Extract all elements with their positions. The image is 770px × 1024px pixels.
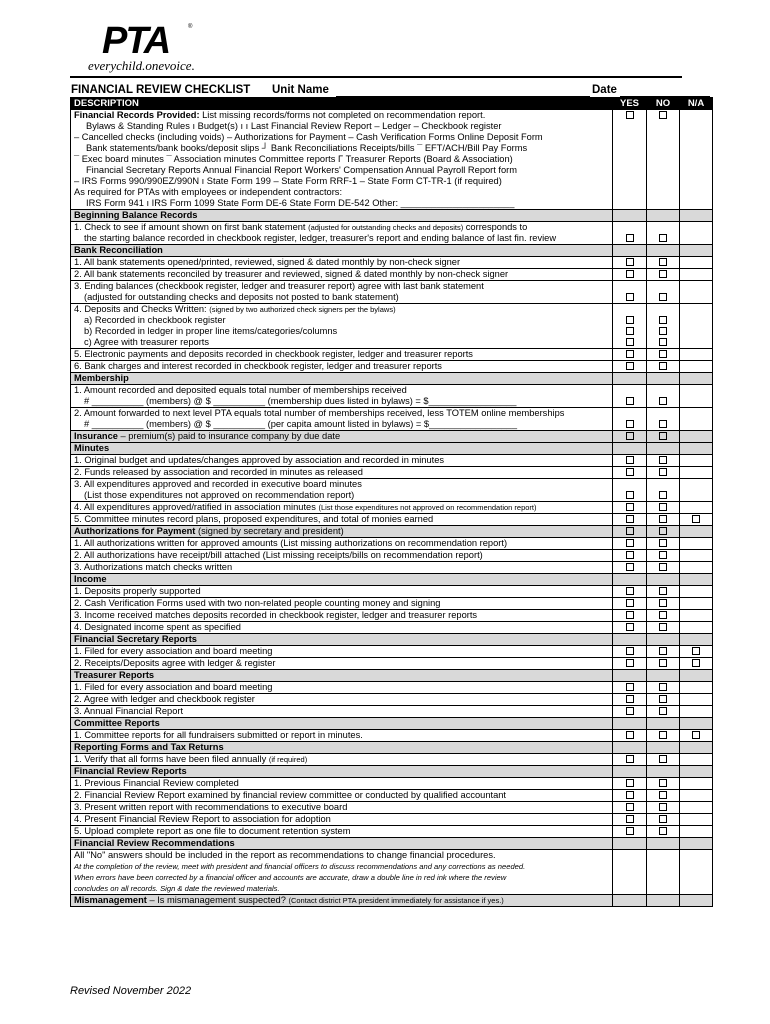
checklist-row [71,550,713,562]
item-text: (adjusted for outstanding checks and deposits not posted to bank statement) [84,292,399,302]
checklist-row [71,802,713,814]
section-heading: Reporting Forms and Tax Returns [71,742,613,754]
item-note: (Contact district PTA president immediately for assistance if yes.) [288,896,504,905]
yes-header: YES [613,98,647,110]
section-heading: Authorizations for Payment [74,526,196,536]
checklist-row [71,455,713,467]
no-checkbox[interactable] [659,350,667,358]
no-checkbox[interactable] [659,563,667,571]
registered-mark: ® [188,24,193,30]
checklist-row [71,646,713,658]
item-text: 1. Deposits properly supported [71,586,613,598]
form-title: FINANCIAL REVIEW CHECKLIST [71,84,251,96]
checklist-row [71,610,713,622]
section-heading: Committee Reports [71,718,613,730]
checklist-row [71,658,713,670]
date-label: Date [592,84,617,96]
no-checkbox[interactable] [659,647,667,655]
checklist-row [71,790,713,802]
item-text: 1. All authorizations written for approved amounts (List missing authorizations on recommendation report) [71,538,613,550]
checklist-row [71,778,713,790]
yes-checkbox[interactable] [626,420,634,428]
item-text: 3. Present written report with recommendations to executive board [71,802,613,814]
item-text: 1. Committee reports for all fundraisers submitted or report in minutes. [71,730,613,742]
yes-checkbox[interactable] [626,587,634,595]
yes-checkbox[interactable] [626,338,634,346]
records-line: ¯ Exec board minutes ¯ Association minutes Committee reports Γ Treasurer Reports (Board & Association) [74,154,513,164]
item-text: 2. All authorizations have receipt/bill attached (List missing receipts/bills on recommendation report) [71,550,613,562]
na-checkbox[interactable] [692,659,700,667]
na-header: N/A [680,98,713,110]
checklist-row [71,281,713,304]
recommendation-text: When errors have been corrected by a financial officer and accounts are accurate, draw a double line in red ink where the review [74,873,507,882]
item-text: 6. Bank charges and interest recorded in checkbook register, ledger and treasurer reports [71,361,613,373]
no-checkbox[interactable] [659,803,667,811]
section-note: – Is mismanagement suspected? [146,895,289,905]
yes-checkbox[interactable] [626,456,634,464]
no-checkbox[interactable] [659,468,667,476]
item-text: 4. Designated income spent as specified [71,622,613,634]
item-text: 1. Amount recorded and deposited equals total number of memberships received [74,385,407,395]
checklist-row [71,622,713,634]
yes-checkbox[interactable] [626,815,634,823]
yes-checkbox[interactable] [626,611,634,619]
no-checkbox[interactable] [659,587,667,595]
item-text: 5. Electronic payments and deposits recorded in checkbook register, ledger and treasurer reports [71,349,613,361]
yes-checkbox[interactable] [626,316,634,324]
checklist-row [71,304,713,349]
yes-checkbox[interactable] [626,683,634,691]
records-line: IRS Form 941 ı IRS Form 1099 State Form DE-6 State Form DE-542 Other: ______________________ [86,198,515,208]
no-checkbox[interactable] [659,527,667,535]
item-text: 2. Funds released by association and recorded in minutes as released [71,467,613,479]
yes-checkbox[interactable] [626,659,634,667]
yes-checkbox[interactable] [626,350,634,358]
no-checkbox[interactable] [659,293,667,301]
na-checkbox[interactable] [692,647,700,655]
section-heading: Insurance [74,431,118,441]
records-line: Bank statements/bank books/deposit slips ┘ Bank Reconciliations Receipts/bills ¯ EFT/ACH/Bill Pay Forms [86,143,528,153]
checklist-row [71,467,713,479]
item-text: 2. Amount forwarded to next level PTA equals total number of memberships received, less TOTEM online memberships [74,408,565,418]
item-text: # __________ (members) @ $ __________ (per capita amount listed in bylaws) = $_________________ [84,419,518,429]
item-text: 1. Check to see if amount shown on first bank statement [74,222,309,232]
no-cell [647,110,680,210]
yes-checkbox[interactable] [626,515,634,523]
yes-checkbox[interactable] [626,551,634,559]
checklist-row [71,479,713,502]
yes-checkbox[interactable] [626,491,634,499]
yes-checkbox[interactable] [626,111,634,119]
yes-cell [613,110,647,210]
no-checkbox[interactable] [659,611,667,619]
item-note: (List those expenditures not approved on recommendation report) [318,503,537,512]
yes-checkbox[interactable] [626,270,634,278]
section-heading: Mismanagement [74,895,147,905]
section-row [71,210,713,222]
item-text: the starting balance recorded in checkbook register, ledger, treasurer's report and ending balance of last fin. review [84,233,557,243]
financial-records-cell [71,110,613,210]
item-text: 3. Income received matches deposits recorded in checkbook register, ledger and treasurer reports [71,610,613,622]
no-checkbox[interactable] [659,755,667,763]
recommendation-text: concludes on all records. Sign & date the reviewed materials. [74,884,280,893]
checklist-table [70,97,713,907]
checklist-row [71,826,713,838]
no-checkbox[interactable] [659,456,667,464]
recommendation-text: At the completion of the review, meet with president and financial officers to discuss recommendations and any corrections as needed. [74,862,526,871]
item-text: a) Recorded in checkbook register [84,315,226,325]
yes-checkbox[interactable] [626,234,634,242]
section-row [71,634,713,646]
yes-checkbox[interactable] [626,599,634,607]
yes-checkbox[interactable] [626,527,634,535]
no-checkbox[interactable] [659,258,667,266]
yes-checkbox[interactable] [626,258,634,266]
yes-checkbox[interactable] [626,803,634,811]
pta-logo-mark: PTA [102,20,170,62]
section-row [71,373,713,385]
no-checkbox[interactable] [659,420,667,428]
financial-records-row [71,110,713,210]
item-text: 3. Authorizations match checks written [71,562,613,574]
item-text: 1. Filed for every association and board meeting [71,646,613,658]
section-row [71,838,713,850]
section-row [71,443,713,455]
yes-checkbox[interactable] [626,362,634,370]
no-checkbox[interactable] [659,515,667,523]
yes-checkbox[interactable] [626,695,634,703]
section-row [71,526,713,538]
no-checkbox[interactable] [659,695,667,703]
item-text: 3. Annual Financial Report [71,706,613,718]
section-row [71,718,713,730]
item-text: corresponds to [463,222,528,232]
section-row [71,574,713,586]
item-text: 3. Ending balances (checkbook register, ledger and treasurer report) agree with last bank statement [74,281,484,291]
yes-checkbox[interactable] [626,707,634,715]
yes-checkbox[interactable] [626,503,634,511]
item-text: 1. Original budget and updates/changes approved by association and recorded in minutes [71,455,613,467]
financial-records-instruction: List missing records/forms not completed on recommendation report. [199,110,486,120]
yes-checkbox[interactable] [626,731,634,739]
checklist-row [71,730,713,742]
no-checkbox[interactable] [659,316,667,324]
column-header-row [71,98,713,110]
checklist-row [71,269,713,281]
item-text: 2. All bank statements reconciled by treasurer and reviewed, signed & dated monthly by non-check signer [71,269,613,281]
pta-tagline: everychild.onevoice. [88,58,195,73]
section-heading: Financial Secretary Reports [71,634,613,646]
no-checkbox[interactable] [659,432,667,440]
no-checkbox[interactable] [659,683,667,691]
section-heading: Minutes [71,443,613,455]
no-checkbox[interactable] [659,397,667,405]
item-text: (List those expenditures not approved on recommendation report) [84,490,355,500]
financial-records-heading: Financial Records Provided: [74,110,200,120]
item-text: 1. Verify that all forms have been filed annually [74,754,269,764]
records-line: Bylaws & Standing Rules ı Budget(s) ı ı Last Financial Review Report – Ledger – Checkbook register [86,121,502,131]
section-note: – premium(s) paid to insurance company by due date [117,431,341,441]
section-heading: Bank Reconciliation [71,245,613,257]
no-checkbox[interactable] [659,327,667,335]
records-line: As required for PTAs with employees or independent contractors: [74,187,343,197]
item-text: # __________ (members) @ $ __________ (membership dues listed in bylaws) = $_________________ [84,396,517,406]
no-checkbox[interactable] [659,503,667,511]
yes-checkbox[interactable] [626,327,634,335]
item-text: 4. All expenditures approved/ratified in association minutes [74,502,319,512]
no-checkbox[interactable] [659,362,667,370]
yes-checkbox[interactable] [626,755,634,763]
item-text: 5. Upload complete report as one file to document retention system [71,826,613,838]
item-text: 2. Agree with ledger and checkbook register [71,694,613,706]
checklist-row [71,754,713,766]
no-checkbox[interactable] [659,551,667,559]
section-row [71,245,713,257]
item-text: 4. Present Financial Review Report to association for adoption [71,814,613,826]
item-text: 2. Cash Verification Forms used with two non-related people counting money and signing [71,598,613,610]
checklist-row [71,514,713,526]
section-heading: Membership [71,373,613,385]
checklist-row [71,385,713,408]
no-checkbox[interactable] [659,731,667,739]
header-rule [70,76,682,78]
item-text: 1. Previous Financial Review completed [71,778,613,790]
yes-checkbox[interactable] [626,293,634,301]
na-cell [680,110,713,210]
yes-checkbox[interactable] [626,563,634,571]
section-heading: Income [71,574,613,586]
checklist-row [71,694,713,706]
yes-checkbox[interactable] [626,397,634,405]
records-line: – IRS Forms 990/990EZ/990N ı State Form 199 – State Form RRF-1 – State Form CT-TR-1 (if required) [74,176,502,186]
no-checkbox[interactable] [659,491,667,499]
checklist-row [71,706,713,718]
item-text: 1. Filed for every association and board meeting [71,682,613,694]
no-checkbox[interactable] [659,791,667,799]
checklist-row [71,502,713,514]
checklist-row [71,586,713,598]
no-checkbox[interactable] [659,659,667,667]
item-text: 5. Committee minutes record plans, proposed expenditures, and total of monies earned [71,514,613,526]
revision-footer: Revised November 2022 [70,985,192,997]
section-row [71,766,713,778]
no-checkbox[interactable] [659,234,667,242]
yes-checkbox[interactable] [626,432,634,440]
checklist-row [71,361,713,373]
no-checkbox[interactable] [659,779,667,787]
yes-checkbox[interactable] [626,539,634,547]
item-note: (signed by two authorized check signers per the bylaws) [209,305,396,314]
na-checkbox[interactable] [692,515,700,523]
recommendations-row [71,850,713,895]
section-note: (signed by secretary and president) [195,526,344,536]
item-text: 3. All expenditures approved and recorded in executive board minutes [74,479,362,489]
item-text: 2. Receipts/Deposits agree with ledger & register [71,658,613,670]
item-text: 2. Financial Review Report examined by financial review committee or conducted by qualified accountant [71,790,613,802]
checklist-row [71,598,713,610]
no-checkbox[interactable] [659,623,667,631]
item-text: c) Agree with treasurer reports [84,337,210,347]
na-checkbox[interactable] [692,731,700,739]
no-checkbox[interactable] [659,599,667,607]
no-checkbox[interactable] [659,827,667,835]
no-checkbox[interactable] [659,111,667,119]
no-checkbox[interactable] [659,270,667,278]
section-row [71,670,713,682]
no-checkbox[interactable] [659,815,667,823]
section-row [71,742,713,754]
checklist-row [71,349,713,361]
checklist-row [71,222,713,245]
unit-name-label: Unit Name [272,84,329,96]
yes-checkbox[interactable] [626,623,634,631]
section-heading: Treasurer Reports [71,670,613,682]
section-heading: Financial Review Recommendations [71,838,613,850]
description-header: DESCRIPTION [71,98,613,110]
section-heading: Financial Review Reports [71,766,613,778]
yes-checkbox[interactable] [626,779,634,787]
checklist-row [71,408,713,431]
checklist-row [71,682,713,694]
yes-checkbox[interactable] [626,827,634,835]
recommendation-text: All "No" answers should be included in the report as recommendations to change financial procedures. [74,850,496,860]
pta-logo [88,22,218,74]
section-row [71,431,713,443]
checklist-row [71,814,713,826]
section-heading: Beginning Balance Records [71,210,613,222]
yes-checkbox[interactable] [626,468,634,476]
checklist-row [71,538,713,550]
yes-checkbox[interactable] [626,791,634,799]
no-checkbox[interactable] [659,338,667,346]
item-text: b) Recorded in ledger in proper line items/categories/columns [84,326,338,336]
item-text: 1. All bank statements opened/printed, reviewed, signed & dated monthly by non-check signer [71,257,613,269]
no-header: NO [647,98,680,110]
checklist-row [71,257,713,269]
no-checkbox[interactable] [659,707,667,715]
item-note: (adjusted for outstanding checks and deposits) [308,223,464,232]
section-row [71,895,713,907]
item-note: (if required) [268,755,308,764]
checklist-row [71,562,713,574]
item-text: 4. Deposits and Checks Written: [74,304,210,314]
records-line: – Cancelled checks (including voids) – Authorizations for Payment – Cash Verification Forms Online Deposit Form [74,132,543,142]
yes-checkbox[interactable] [626,647,634,655]
records-line: Financial Secretary Reports Annual Financial Report Workers' Compensation Annual Payroll Report form [86,165,518,175]
no-checkbox[interactable] [659,539,667,547]
